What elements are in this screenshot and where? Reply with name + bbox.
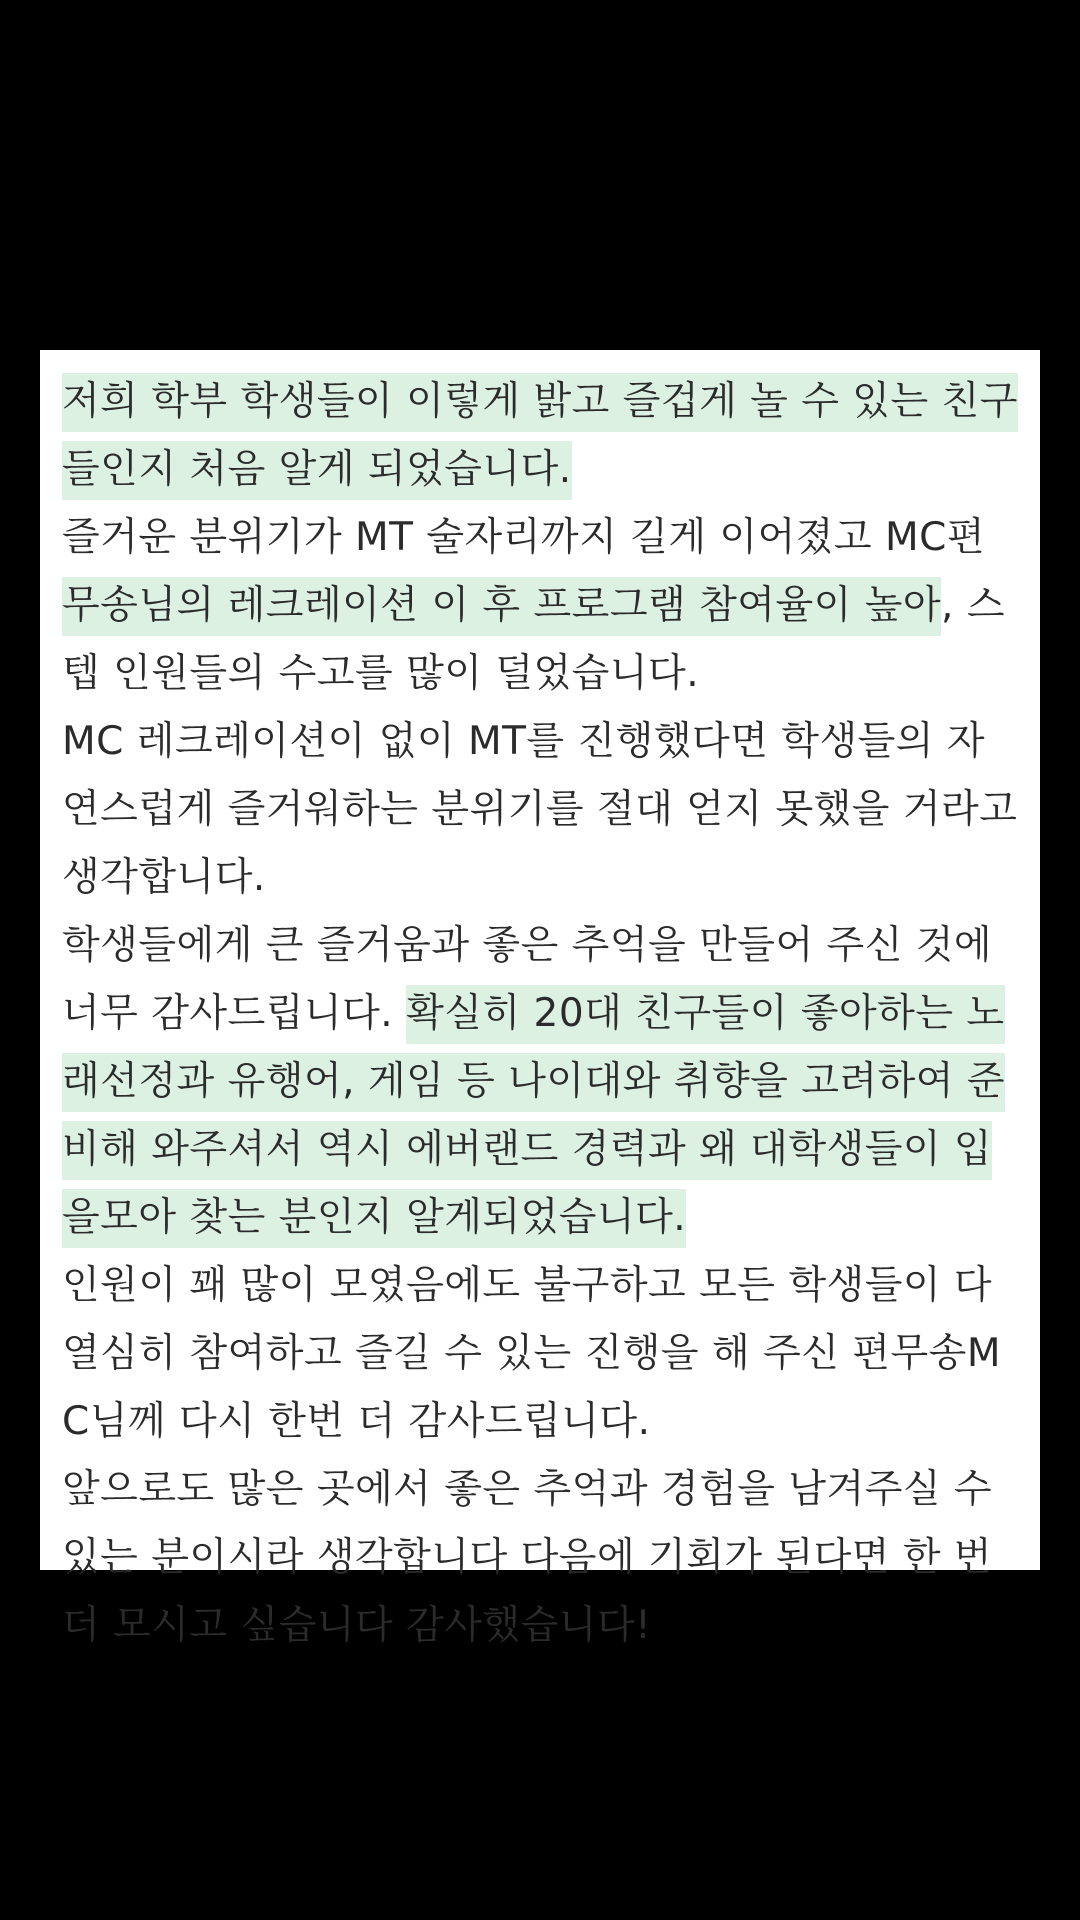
review-line bbox=[62, 1524, 1020, 1592]
review-text: 있는 분이시라 생각합니다 다음에 기회가 된다면 한 번 bbox=[62, 1535, 993, 1580]
review-text: 연스럽게 즐거워하는 분위기를 절대 얻지 못했을 거라고 bbox=[62, 787, 1018, 832]
review-line bbox=[62, 1116, 1020, 1184]
review-line bbox=[62, 1252, 1020, 1320]
highlighted-text: 래선정과 유행어, 게임 등 나이대와 취향을 고려하여 준 bbox=[62, 1053, 1005, 1112]
highlighted-text: 비해 와주셔서 역시 에버랜드 경력과 왜 대학생들이 입 bbox=[62, 1121, 992, 1180]
review-line bbox=[62, 1320, 1020, 1388]
review-text: 생각합니다. bbox=[62, 855, 266, 900]
review-line bbox=[62, 1388, 1020, 1456]
review-text: 더 모시고 싶습니다 감사했습니다! bbox=[62, 1603, 652, 1648]
highlighted-text: 확실히 20대 친구들이 좋아하는 노 bbox=[406, 985, 1004, 1044]
highlighted-text: 들인지 처음 알게 되었습니다. bbox=[62, 441, 572, 500]
review-text: 너무 감사드립니다. bbox=[62, 991, 407, 1036]
review-line bbox=[62, 912, 1020, 980]
review-text: 학생들에게 큰 즐거움과 좋은 추억을 만들어 주신 것에 bbox=[62, 923, 993, 968]
review-line bbox=[62, 368, 1020, 436]
review-line bbox=[62, 1456, 1020, 1524]
review-line bbox=[62, 1048, 1020, 1116]
review-line bbox=[62, 844, 1020, 912]
highlighted-text: 저희 학부 학생들이 이렇게 밝고 즐겁게 놀 수 있는 친구 bbox=[62, 373, 1018, 432]
review-line bbox=[62, 776, 1020, 844]
review-line bbox=[62, 1592, 1020, 1660]
review-line bbox=[62, 1184, 1020, 1252]
review-line bbox=[62, 640, 1020, 708]
review-text: 앞으로도 많은 곳에서 좋은 추억과 경험을 남겨주실 수 bbox=[62, 1467, 993, 1512]
review-text: 인원이 꽤 많이 모였음에도 불구하고 모든 학생들이 다 bbox=[62, 1263, 993, 1308]
review-text: C님께 다시 한번 더 감사드립니다. bbox=[62, 1399, 651, 1444]
review-text: 열심히 참여하고 즐길 수 있는 진행을 해 주신 편무송M bbox=[62, 1331, 1001, 1376]
review-text: , 스 bbox=[941, 583, 1006, 628]
review-body bbox=[62, 368, 1020, 1660]
review-line bbox=[62, 980, 1020, 1048]
review-line bbox=[62, 572, 1020, 640]
review-line bbox=[62, 708, 1020, 776]
highlighted-text: 무송님의 레크레이션 이 후 프로그램 참여율이 높아 bbox=[62, 577, 941, 636]
review-text: 즐거운 분위기가 MT 술자리까지 길게 이어졌고 MC편 bbox=[62, 515, 986, 560]
review-line bbox=[62, 436, 1020, 504]
review-text: 텝 인원들의 수고를 많이 덜었습니다. bbox=[62, 651, 700, 696]
highlighted-text: 을모아 찾는 분인지 알게되었습니다. bbox=[62, 1189, 686, 1248]
review-text-card bbox=[40, 350, 1040, 1648]
review-line bbox=[62, 504, 1020, 572]
review-text: MC 레크레이션이 없이 MT를 진행했다면 학생들의 자 bbox=[62, 719, 986, 764]
